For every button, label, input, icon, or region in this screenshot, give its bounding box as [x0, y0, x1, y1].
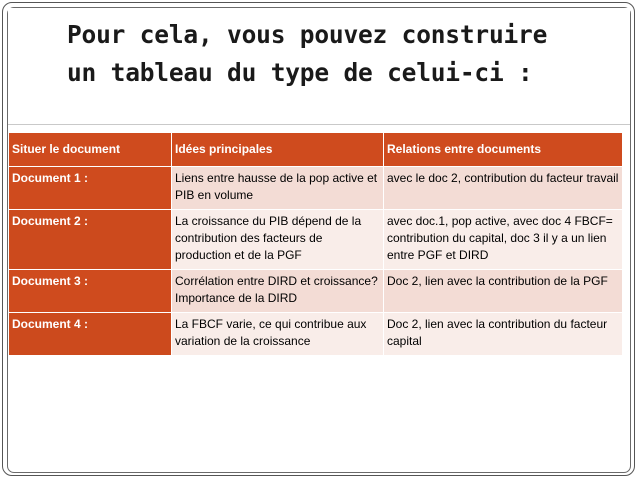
row-ideas: Corrélation entre DIRD et croissance? Importance de la DIRD [172, 270, 384, 313]
header-situer-document: Situer le document [9, 133, 172, 167]
row-label: Document 1 : [9, 167, 172, 210]
row-label: Document 2 : [9, 210, 172, 270]
table-header [9, 133, 623, 167]
slide-title-line-2: un tableau du type de celui-ci : [67, 58, 533, 87]
table-row-document-2 [9, 210, 623, 270]
row-label: Document 4 : [9, 313, 172, 356]
document-analysis-table [8, 132, 623, 356]
row-ideas: Liens entre hausse de la pop active et PIB en volume [172, 167, 384, 210]
table-row-document-3 [9, 270, 623, 313]
table-body [9, 167, 623, 356]
row-ideas: La croissance du PIB dépend de la contribution des facteurs de production et de la PGF [172, 210, 384, 270]
row-label: Document 3 : [9, 270, 172, 313]
header-relations-documents: Relations entre documents [384, 133, 623, 167]
row-ideas: La FBCF varie, ce qui contribue aux variation de la croissance [172, 313, 384, 356]
table-row-document-4 [9, 313, 623, 356]
header-idees-principales: Idées principales [172, 133, 384, 167]
title-divider [8, 124, 630, 125]
row-relations: avec doc.1, pop active, avec doc 4 FBCF= contribution du capital, doc 3 il y a un lien entre PGF et DIRD [384, 210, 623, 270]
row-relations: Doc 2, lien avec la contribution de la PGF [384, 270, 623, 313]
table-row-document-1 [9, 167, 623, 210]
row-relations: avec le doc 2, contribution du facteur travail [384, 167, 623, 210]
slide-title-line-1: Pour cela, vous pouvez construire [67, 20, 548, 49]
slide-title [67, 16, 627, 92]
header-row [9, 133, 623, 167]
row-relations: Doc 2, lien avec la contribution du facteur capital [384, 313, 623, 356]
